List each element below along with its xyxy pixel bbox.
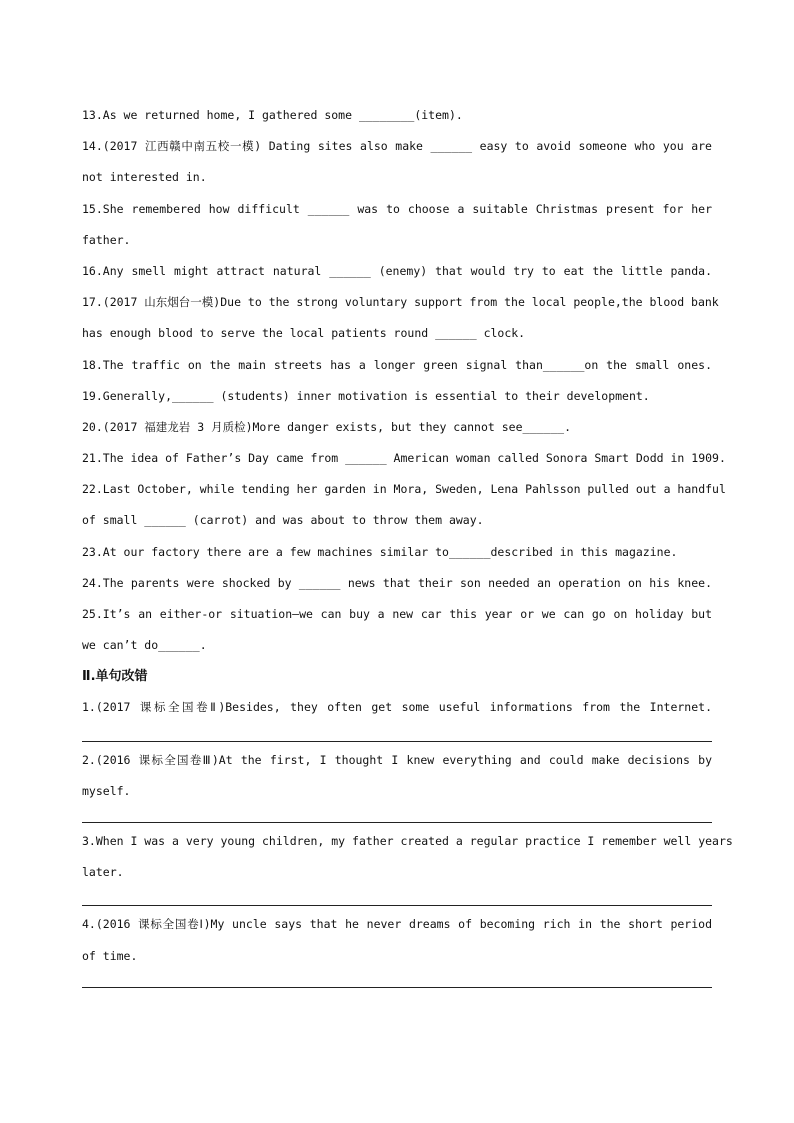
question-line: 21.The idea of Father’s Day came from ______ American woman called Sonora Smart Dodd in 1909.: [82, 451, 726, 466]
question-line: 20.(2017 福建龙岩 3 月质检)More danger exists, but they cannot see______.: [82, 419, 571, 434]
question-14: [82, 131, 712, 193]
question-22: [82, 474, 726, 536]
question-line: not interested in.: [82, 170, 207, 185]
question-line: father.: [82, 232, 131, 247]
question-line: later.: [82, 865, 124, 880]
question-line: 17.(2017 山东烟台一模)Due to the strong voluntary support from the local people,the blood bank: [82, 295, 719, 310]
question-line: 18.The traffic on the main streets has a longer green signal than______on the small ones.: [82, 357, 712, 372]
question-line: 15.She remembered how difficult ______ was to choose a suitable Christmas present for her: [82, 201, 712, 216]
question-line: 22.Last October, while tending her garden in Mora, Sweden, Lena Pahlsson pulled out a handful: [82, 482, 726, 497]
question-line: 23.At our factory there are a few machines similar to______described in this magazine.: [82, 544, 678, 559]
question-21: [82, 443, 726, 474]
question-line: 13.As we returned home, I gathered some ________(item).: [82, 108, 463, 122]
question-20: [82, 412, 712, 443]
question-line: 4.(2016 课标全国卷Ⅰ)My uncle says that he never dreams of becoming rich in the short period: [82, 917, 712, 932]
correction-4: [82, 906, 712, 987]
question-line: has enough blood to serve the local patients round ______ clock.: [82, 326, 526, 341]
correction-1: [82, 692, 712, 741]
question-line: 16.Any smell might attract natural ______ (enemy) that would try to eat the little panda.: [82, 263, 712, 278]
question-line: of small ______ (carrot) and was about to throw them away.: [82, 513, 484, 528]
question-16: [82, 256, 712, 287]
correction-3: [82, 823, 733, 906]
question-19: [82, 381, 712, 412]
question-line: myself.: [82, 783, 131, 798]
question-18: [82, 350, 712, 381]
answer-line: [82, 987, 712, 988]
question-line: 1.(2017 课标全国卷Ⅱ)Besides, they often get some useful informations from the Internet.: [82, 700, 712, 715]
question-15: [82, 194, 712, 256]
question-line: of time.: [82, 948, 138, 963]
section-heading: Ⅱ.单句改错: [82, 669, 148, 685]
question-line: 2.(2016 课标全国卷Ⅲ)At the first, I thought I knew everything and could make decisions by: [82, 752, 712, 767]
correction-2: [82, 742, 712, 823]
question-13: [82, 100, 712, 131]
worksheet-page: [82, 100, 733, 988]
question-line: 24.The parents were shocked by ______ news that their son needed an operation on his knee.: [82, 575, 712, 590]
question-17: [82, 287, 719, 349]
question-line: 25.It’s an either-or situation—we can buy a new car this year or we can go on holiday but: [82, 607, 712, 621]
question-25: [82, 599, 712, 661]
question-line: 14.(2017 江西赣中南五校一模) Dating sites also make ______ easy to avoid someone who you are: [82, 139, 712, 154]
question-line: 19.Generally,______ (students) inner motivation is essential to their development.: [82, 388, 650, 403]
error-correction-section: [82, 661, 733, 987]
fill-in-section: [82, 100, 726, 661]
question-line: 3.When I was a very young children, my father created a regular practice I remember well years: [82, 833, 733, 848]
question-line: we can’t do______.: [82, 638, 207, 653]
question-24: [82, 568, 712, 599]
question-23: [82, 537, 712, 568]
